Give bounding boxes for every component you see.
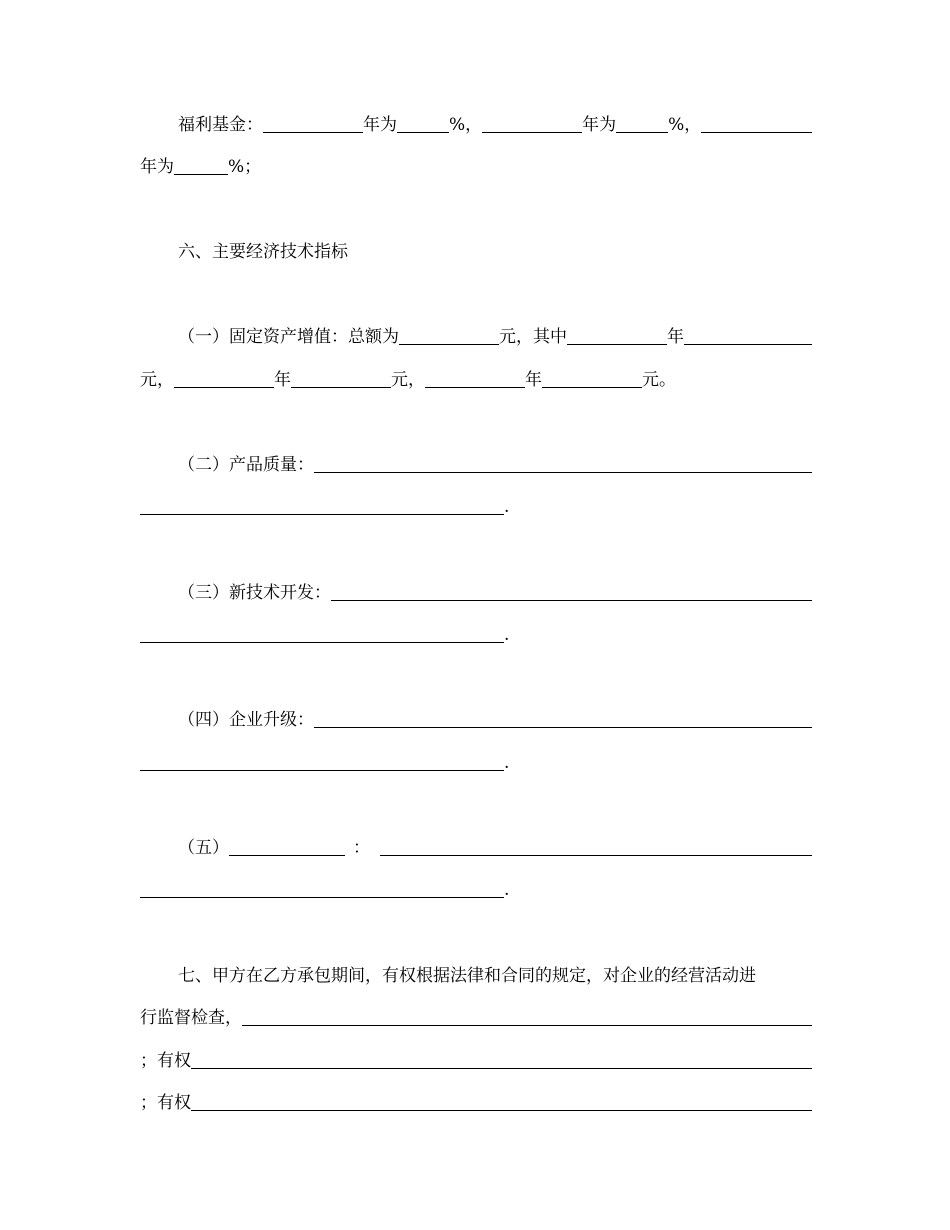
welfare-year-3-blank[interactable]	[701, 114, 812, 133]
year-text: 年	[274, 370, 291, 390]
section-7-line-3	[140, 1048, 812, 1072]
fixed-assets-year-2-blank[interactable]	[174, 369, 274, 388]
fixed-assets-amount-3-blank[interactable]	[542, 369, 642, 388]
section-6-heading	[140, 239, 812, 263]
period-text: .	[504, 753, 510, 773]
item-3-line-2	[140, 622, 812, 646]
year-text: 年	[667, 327, 684, 347]
period-text: .	[504, 625, 510, 645]
item-4-line-2	[140, 750, 812, 774]
welfare-percent-2-blank[interactable]	[616, 114, 668, 133]
period-text: .	[504, 880, 510, 900]
product-quality-blank-cont[interactable]	[140, 496, 504, 515]
year-unit-text: 年为	[140, 157, 174, 177]
item-5-name-blank[interactable]	[229, 837, 345, 856]
new-tech-blank[interactable]	[331, 582, 812, 601]
section-7-line-1	[140, 963, 812, 987]
supervision-blank[interactable]	[242, 1007, 812, 1026]
item-3-label: （三）新技术开发：	[178, 583, 331, 603]
product-quality-blank[interactable]	[314, 454, 812, 473]
percent-semicolon-text: %；	[228, 157, 262, 177]
fixed-assets-total-blank[interactable]	[399, 326, 499, 345]
item-4-label: （四）企业升级：	[178, 710, 314, 730]
fixed-assets-year-1-blank[interactable]	[567, 326, 667, 345]
welfare-fund-line-1	[140, 112, 812, 136]
welfare-fund-label: 福利基金：	[178, 115, 263, 135]
right-prefix-text: ；有权	[140, 1093, 191, 1113]
yuan-comma-text: 元，	[140, 370, 174, 390]
year-unit-text: 年为	[582, 115, 617, 135]
yuan-period-text: 元。	[642, 370, 676, 390]
item-1-label: （一）固定资产增值：总额为	[178, 327, 399, 347]
right-prefix-text: ；有权	[140, 1051, 191, 1071]
item-3-line-1	[140, 580, 812, 604]
year-text: 年	[525, 370, 542, 390]
item-1-line-2	[140, 367, 812, 391]
percent-comma-text: %，	[449, 115, 483, 135]
fixed-assets-amount-2-blank[interactable]	[291, 369, 391, 388]
fixed-assets-amount-1-blank[interactable]	[684, 326, 812, 345]
fixed-assets-year-3-blank[interactable]	[425, 369, 525, 388]
section-6-heading-text: 六、主要经济技术指标	[178, 242, 348, 262]
item-2-label: （二）产品质量：	[178, 455, 314, 475]
percent-comma-text: %，	[668, 115, 702, 135]
welfare-year-2-blank[interactable]	[482, 114, 582, 133]
supervision-text: 行监督检查，	[140, 1008, 242, 1028]
item-2-line-1	[140, 452, 812, 476]
right-2-blank[interactable]	[191, 1092, 812, 1111]
section-7-text: 七、甲方在乙方承包期间，有权根据法律和合同的规定，对企业的经营活动进	[178, 966, 756, 986]
item-2-line-2	[140, 494, 812, 518]
welfare-percent-3-blank[interactable]	[174, 156, 228, 175]
period-text: .	[504, 497, 510, 517]
enterprise-upgrade-blank[interactable]	[314, 709, 812, 728]
section-7-line-4	[140, 1090, 812, 1114]
enterprise-upgrade-blank-cont[interactable]	[140, 752, 504, 771]
yuan-comma-text: 元，	[499, 327, 533, 347]
colon-text: ：	[353, 838, 370, 858]
year-unit-text: 年为	[363, 115, 397, 135]
welfare-year-1-blank[interactable]	[263, 114, 363, 133]
section-7-line-2	[140, 1005, 812, 1029]
welfare-fund-line-2	[140, 154, 812, 178]
welfare-percent-1-blank[interactable]	[397, 114, 449, 133]
item-5-line-2	[140, 877, 812, 901]
of-which-text: 其中	[533, 327, 567, 347]
item-5-label: （五）	[178, 838, 229, 858]
yuan-comma-text: 元，	[391, 370, 425, 390]
item-5-content-blank[interactable]	[380, 837, 812, 856]
item-1-line-1	[140, 324, 812, 348]
item-5-line-1	[140, 835, 812, 859]
item-5-content-blank-cont[interactable]	[140, 879, 504, 898]
right-1-blank[interactable]	[191, 1050, 812, 1069]
item-4-line-1	[140, 707, 812, 731]
new-tech-blank-cont[interactable]	[140, 624, 504, 643]
